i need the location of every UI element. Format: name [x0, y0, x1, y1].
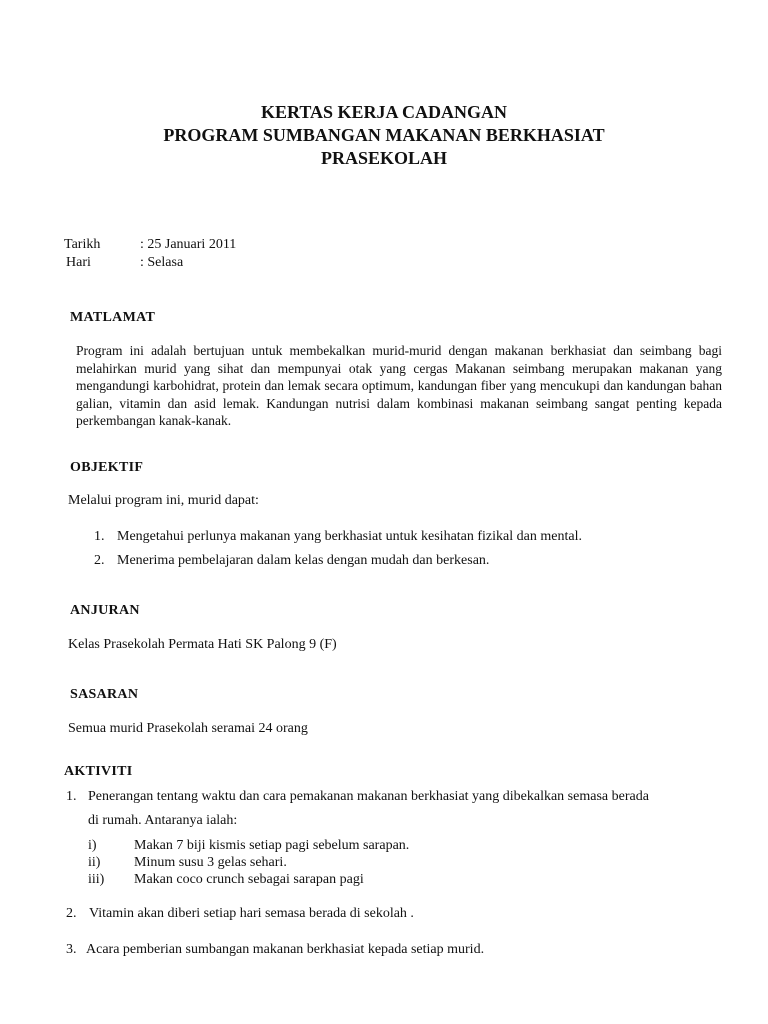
aktiviti-subitem-1-number: i) [88, 838, 97, 853]
aktiviti-subitem-3-text: Makan coco crunch sebagai sarapan pagi [134, 872, 364, 887]
aktiviti-subitem-2-number: ii) [88, 855, 101, 870]
aktiviti-item-3-text: Acara pemberian sumbangan makanan berkhasiat kepada setiap murid. [86, 942, 485, 957]
document-title-line-2: PROGRAM SUMBANGAN MAKANAN BERKHASIAT [163, 125, 605, 145]
document-title-line-3: PRASEKOLAH [320, 148, 448, 168]
objektif-item-1-number: 1. [94, 529, 105, 544]
aktiviti-item-1-line-1: Penerangan tentang waktu dan cara pemakanan makanan berkhasiat yang dibekalkan semasa berada [88, 789, 649, 804]
aktiviti-subitem-3-number: iii) [88, 872, 105, 887]
objektif-item-2-number: 2. [94, 553, 105, 568]
objektif-intro: Melalui program ini, murid dapat: [68, 493, 259, 508]
date-value: : 25 Januari 2011 [140, 237, 237, 252]
aktiviti-item-1-line-2: di rumah. Antaranya ialah: [88, 813, 238, 828]
objektif-heading: OBJEKTIF [70, 460, 144, 475]
aktiviti-item-3-number: 3. [66, 942, 77, 957]
anjuran-heading: ANJURAN [70, 603, 140, 618]
objektif-item-2-text: Menerima pembelajaran dalam kelas dengan mudah dan berkesan. [117, 553, 490, 568]
aktiviti-subitem-1-text: Makan 7 biji kismis setiap pagi sebelum sarapan. [134, 838, 410, 853]
matlamat-paragraph: Program ini adalah bertujuan untuk membekalkan murid-murid dengan makanan berkhasiat dan seimbang bagi melahirkan murid yang sihat dan mempunyai otak yang cergas Makanan seimbang merupakan makanan yang mengandungi karbohidrat, protein dan lemak secara optimum, kandungan fiber yang mencukupi dan kandungan bahan galian, vitamin dan asid lemak. Kandungan nutrisi dalam kombinasi makanan seimbang sangat penting kepada perkembangan kanak-kanak. [76, 343, 722, 428]
date-label: Tarikh [64, 237, 101, 252]
aktiviti-heading: AKTIVITI [64, 764, 133, 779]
aktiviti-item-1-number: 1. [66, 789, 77, 804]
sasaran-heading: SASARAN [70, 687, 139, 702]
anjuran-body: Kelas Prasekolah Permata Hati SK Palong 9 (F) [68, 637, 337, 652]
matlamat-heading: MATLAMAT [70, 310, 156, 325]
aktiviti-subitem-2-text: Minum susu 3 gelas sehari. [134, 855, 287, 870]
day-value: : Selasa [140, 255, 184, 270]
aktiviti-item-2-text: Vitamin akan diberi setiap hari semasa berada di sekolah . [89, 906, 414, 921]
aktiviti-item-2-number: 2. [66, 906, 77, 921]
document-title-line-1: KERTAS KERJA CADANGAN [260, 102, 508, 122]
sasaran-body: Semua murid Prasekolah seramai 24 orang [68, 721, 308, 736]
day-label: Hari [66, 255, 91, 270]
objektif-item-1-text: Mengetahui perlunya makanan yang berkhasiat untuk kesihatan fizikal dan mental. [117, 529, 582, 544]
